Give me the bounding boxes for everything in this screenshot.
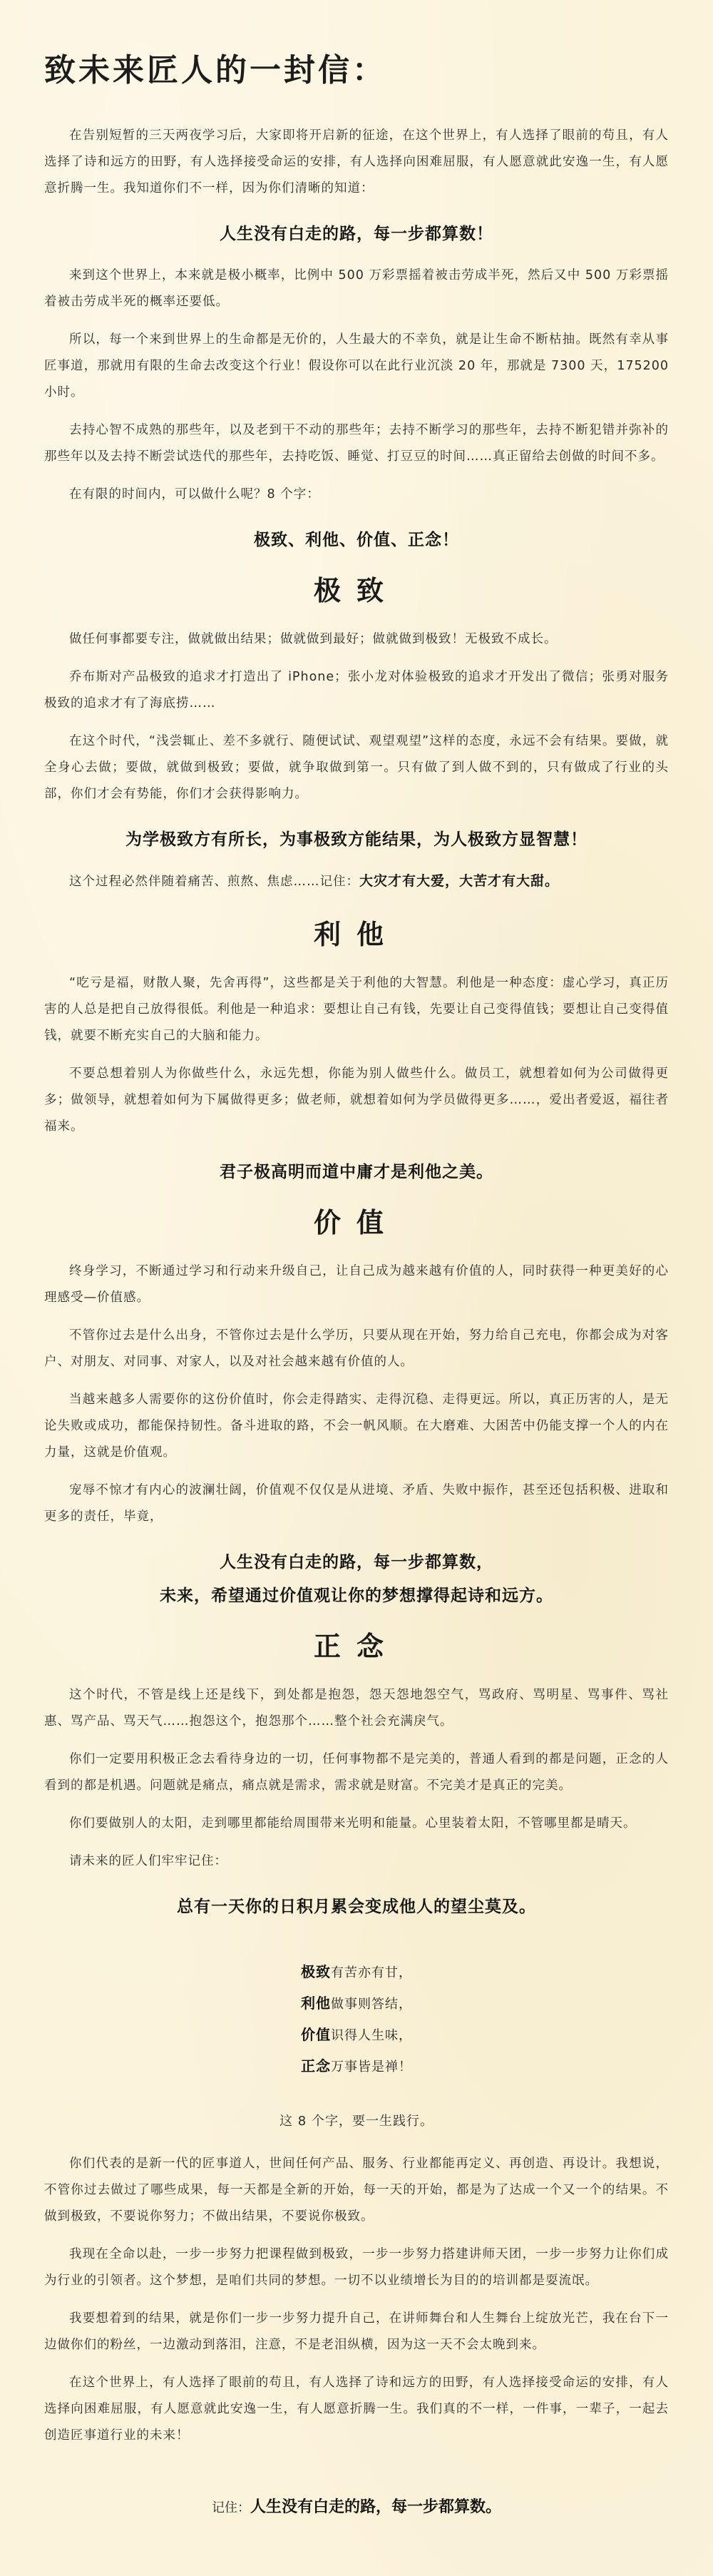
excellence-paragraph-4-bold: 大灾才有大爱，大苦才有大甜。 (359, 873, 560, 889)
altruism-paragraph-1: “吃亏是福，财散人聚，先舍再得”，这些都是关于利他的大智慧。利他是一种态度：虚心学习，真正历害的人总是把自己放得很低。利他是一种追求：要想让自己有钱，先要让自己变得值钱；要想让自己变得值钱，就要不断充实自己的大脑和能力。 (44, 976, 669, 1043)
value-paragraph-3: 当越来越多人需要你的这份价值时，你会走得踏实、走得沉稳、走得更远。所以，真正历害的人，是无论失败或成功，都能保持韧性。备斗进取的路，不会一帆风顺。在大磨难、大困苦中仍能支撑一个人的内在力量，这就是价值观。 (44, 1393, 669, 1460)
excellence-paragraph-4 (44, 868, 669, 895)
motto-key: 极致 (301, 1963, 331, 1980)
life-paragraph-1: 来到这个世界上，本来就是极小概率，比例中 500 万彩票摇着被击劳成半死，然后又中 500 万彩票摇着被击劳成半死的概率还要低。 (44, 268, 669, 309)
closing-main: 人生没有白走的路，每一步都算数。 (250, 2498, 501, 2516)
motto-key: 价值 (301, 2026, 331, 2043)
motto-rest: 识得人生味， (331, 2028, 412, 2043)
motto-line (44, 1988, 669, 2020)
highlight-value-2: 未来，希望通过价值观让你的梦想撑得起诗和远方。 (160, 1586, 553, 1605)
highlight-life-motto: 人生没有白走的路，每一步都算数！ (220, 224, 493, 243)
ending-paragraph-1: 你们代表的是新一代的匠事道人，世间任何产品、服务、行业都能再定义、再创造、再设计。我想说，不管你过去做过了哪些成果，每一天都是全新的开始，每一天的开始，都是为了达成一个又一个的结果。不做到极致，不要说你努力；不做出结果，不要说你极致。 (44, 2157, 669, 2224)
mindfulness-paragraph-4: 请未来的匠人们牢牢记住： (69, 1854, 227, 1868)
section-title-excellence: 极致 (313, 574, 399, 606)
motto-line (44, 2020, 669, 2051)
motto-poem (44, 1957, 669, 2082)
motto-rest: 做事则答结， (331, 1997, 412, 2012)
life-paragraph-3: 去持心智不成熟的那些年，以及老到干不动的那些年；去持不断学习的那些年，去持不断犯错并弥补的那些年以及去持不断尝试迭代的那些年，去持吃饭、睡觉、打豆豆的时间……真正留给去创做的时间不多。 (44, 423, 669, 464)
motto-key: 正念 (301, 2057, 331, 2074)
highlight-altruism: 君子极高明而道中庸才是利他之美。 (220, 1162, 493, 1181)
mindfulness-paragraph-3: 你们要做别人的太阳，走到哪里都能给周围带来光明和能量。心里装着太阳，不管哪里都是晴天。 (69, 1816, 637, 1831)
eight-words-lifelong: 这 8 个字，要一生践行。 (279, 2114, 434, 2129)
ending-paragraph-3: 我要想着到的结果，就是你们一步一步努力提升自己，在讲师舞台和人生舞台上绽放光芒，我在台下一边做你们的粉丝，一边激动到落泪，注意，不是老泪纵横，因为这一天不会太晚到来。 (44, 2311, 669, 2352)
highlight-value-1: 人生没有白走的路，每一步都算数， (220, 1552, 493, 1572)
life-paragraph-2: 所以，每一个来到世界上的生命都是无价的，人生最大的不幸负，就是让生命不断枯抽。既然有幸从事匠事道，那就用有限的生命去改变这个行业！假设你可以在此行业沉淡 20 年，那就是 7300 天，175200 小时。 (44, 332, 669, 399)
motto-rest: 有苦亦有甘， (331, 1965, 412, 1980)
ending-paragraph-2: 我现在全命以赴，一步一步努力把课程做到极致，一步一步努力搭建讲师天团，一步一步努力让你们成为行业的引领者。这个梦想，是咱们共同的梦想。一切不以业绩增长为目的的培训都是耍流氓。 (44, 2247, 669, 2288)
section-title-value: 价值 (313, 1206, 399, 1238)
section-title-mindfulness: 正念 (313, 1630, 399, 1662)
motto-rest: 万事皆是禅！ (331, 2060, 412, 2074)
highlight-mindfulness: 总有一天你的日积月累会变成他人的望尘莫及。 (177, 1897, 536, 1916)
closing-prefix: 记住： (211, 2500, 250, 2515)
value-paragraph-4: 宠辱不惊才有内心的波澜壮阔，价值观不仅仅是从进境、矛盾、失败中振作，甚至还包括积极、进取和更多的责任，毕竟， (44, 1483, 669, 1524)
highlight-eight-words: 极致、利他、价值、正念！ (254, 530, 459, 549)
mindfulness-paragraph-1: 这个时代，不管是线上还是线下，到处都是抱怨，怨天怨地怨空气，骂政府、骂明星、骂事件、骂社惠、骂产品、骂天气……抱怨这个，抱怨那个……整个社会充满戾气。 (44, 1688, 669, 1729)
section-title-altruism: 利他 (313, 918, 399, 950)
excellence-paragraph-1: 做任何事都要专注，做就做出结果；做就做到最好；做就做到极致！无极致不成长。 (69, 632, 558, 646)
ending-paragraph-4: 在这个世界上，有人选择了眼前的苟且，有人选择了诗和远方的田野，有人选择接受命运的安排，有人选择向困难屈服，有人愿意就此安逸一生，有人愿意折腾一生。我们真的不一样，一件事，一辈子，一起去创造匠事道行业的未来！ (44, 2376, 669, 2443)
excellence-paragraph-3: 在这个时代，“浅尝辄止、差不多就行、随便试试、观望观望”这样的态度，永远不会有结果。要做，就全身心去做；要做，就做到极致；要做，就争取做到第一。只有做了到人做不到的，只有做成了行业的头部，你们才会有势能，你们才会获得影响力。 (44, 734, 669, 801)
excellence-paragraph-2: 乔布斯对产品极致的追求才打造出了 iPhone；张小龙对体验极致的追求才开发出了微信；张勇对服务极致的追求才有了海底捞…… (44, 670, 669, 711)
value-paragraph-2: 不管你过去是什么出身，不管你过去是什么学历，只要从现在开始，努力给自己充电，你都会成为对客户、对朋友、对同事、对家人，以及对社会越来越有价值的人。 (44, 1328, 669, 1369)
excellence-paragraph-4-text: 这个过程必然伴随着痛苦、煎熬、焦虑……记住： (69, 875, 359, 889)
mindfulness-paragraph-2: 你们一定要用积极正念去看待身边的一切，任何事物都不是完美的，普通人看到的都是问题，正念的人看到的都是机遇。问题就是痛点，痛点就是需求，需求就是财富。不完美才是真正的完美。 (44, 1752, 669, 1793)
highlight-excellence: 为学极致方有所长，为事极致方能结果，为人极致方显智慧！ (125, 830, 588, 849)
altruism-paragraph-2: 不要总想着别人为你做些什么，永远先想，你能为别人做些什么。做员工，就想着如何为公司做得更多；做领导，就想着如何为下属做得更多；做老师，就想着如何为学员做得更多……，爱出者爱返，福往者福来。 (44, 1066, 669, 1134)
value-paragraph-1: 终身学习，不断通过学习和行动来升级自己，让自己成为越来越有价值的人，同时获得一种更美好的心理感受—价值感。 (44, 1264, 669, 1305)
motto-line (44, 1957, 669, 1988)
motto-key: 利他 (301, 1995, 331, 2012)
life-paragraph-4: 在有限的时间内，可以做什么呢？8 个字： (69, 487, 320, 502)
motto-line (44, 2051, 669, 2082)
intro-paragraph: 在告别短暂的三天两夜学习后，大家即将开启新的征途，在这个世界上，有人选择了眼前的苟且，有人选择了诗和远方的田野，有人选择接受命运的安排，有人选择向困难屈服，有人愿意就此安逸一生，有人愿意折腾一生。我知道你们不一样，因为你们清晰的知道： (44, 128, 669, 195)
page-title: 致未来匠人的一封信： (44, 52, 386, 88)
closing-line (44, 2495, 669, 2517)
